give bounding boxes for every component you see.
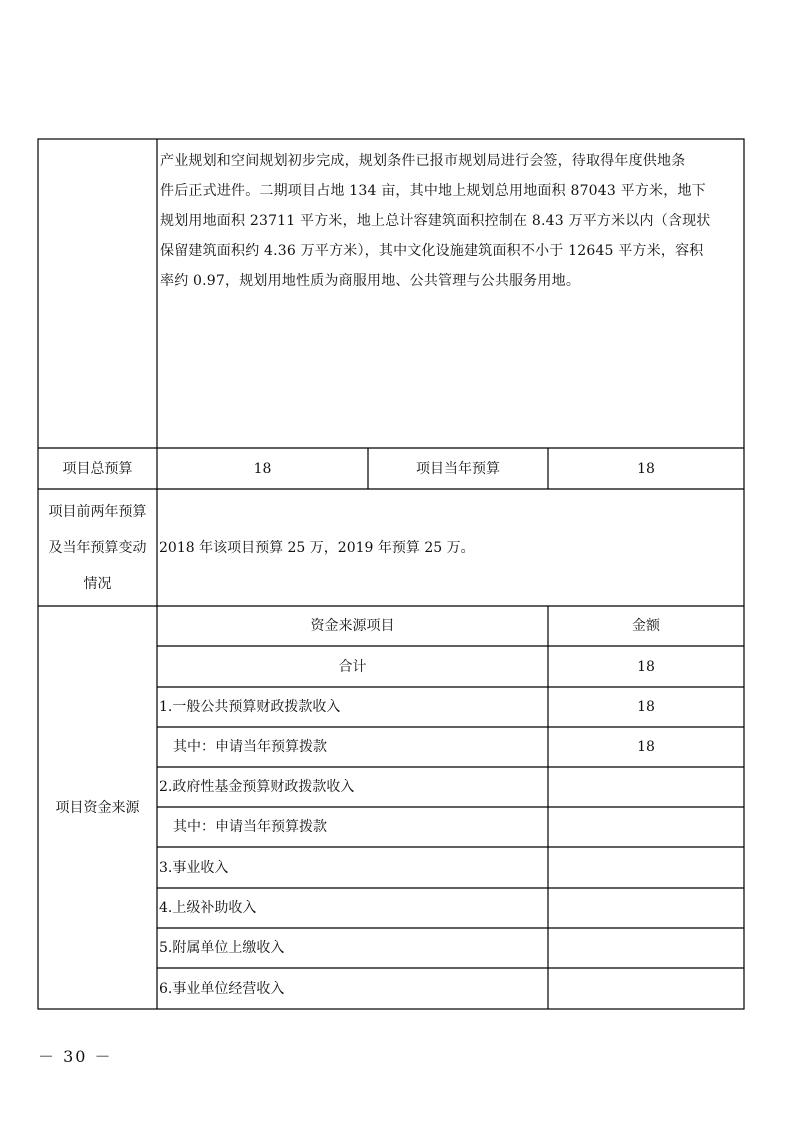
description-line: 产业规划和空间规划初步完成，规划条件已报市规划局进行会签，待取得年度供地条 — [160, 153, 686, 169]
description-line: 件后正式进件。二期项目占地 134 亩，其中地上规划总用地面积 87043 平方米，地下 — [160, 183, 706, 199]
funding-amount — [548, 928, 744, 968]
budget-change-label-line: 情况 — [83, 575, 112, 592]
funding-item: 2.政府性基金预算财政拨款收入 — [159, 779, 355, 795]
funding-item-sub: 其中：申请当年预算拨款 — [173, 819, 327, 835]
funding-amount — [548, 968, 744, 1009]
funding-item: 4.上级补助收入 — [159, 900, 257, 916]
funding-item: 6.事业单位经营收入 — [159, 980, 285, 997]
total-budget-label: 项目总预算 — [62, 460, 133, 477]
funding-header-item: 资金来源项目 — [310, 618, 395, 634]
page-number: － 30 － — [38, 1047, 113, 1066]
funding-amount — [548, 847, 744, 888]
budget-change-label — [38, 489, 157, 606]
description-line: 规划用地面积 23711 平方米，地上总计容建筑面积控制在 8.43 万平方米以内（含现状 — [160, 213, 711, 229]
funding-amount — [548, 767, 744, 807]
funding-amount: 18 — [637, 739, 655, 755]
project-description — [160, 146, 744, 446]
funding-item-total: 合计 — [338, 658, 367, 675]
funding-section-label: 项目资金来源 — [55, 799, 140, 816]
description-line: 保留建筑面积约 4.36 万平方米），其中文化设施建筑面积不小于 12645 平方米，容积 — [160, 243, 704, 259]
budget-change-text: 2018 年该项目预算 25 万，2019 年预算 25 万。 — [159, 539, 475, 556]
funding-amount — [548, 888, 744, 928]
current-budget-label: 项目当年预算 — [416, 460, 500, 477]
budget-change-label-line: 项目前两年预算 — [48, 503, 147, 520]
funding-item: 3.事业收入 — [159, 859, 229, 876]
funding-amount — [548, 807, 744, 847]
budget-change-label-line: 及当年预算变动 — [48, 539, 147, 556]
funding-item-sub: 其中：申请当年预算拨款 — [173, 739, 327, 755]
funding-amount-total: 18 — [637, 658, 655, 675]
funding-header-amount: 金额 — [632, 618, 660, 634]
current-budget-value: 18 — [637, 460, 655, 477]
description-line: 率约 0.97，规划用地性质为商服用地、公共管理与公共服务用地。 — [160, 273, 581, 289]
total-budget-value: 18 — [253, 460, 272, 477]
funding-item: 5.附属单位上缴收入 — [159, 940, 285, 956]
funding-item: 1.一般公共预算财政拨款收入 — [159, 699, 341, 715]
funding-amount: 18 — [637, 699, 655, 715]
